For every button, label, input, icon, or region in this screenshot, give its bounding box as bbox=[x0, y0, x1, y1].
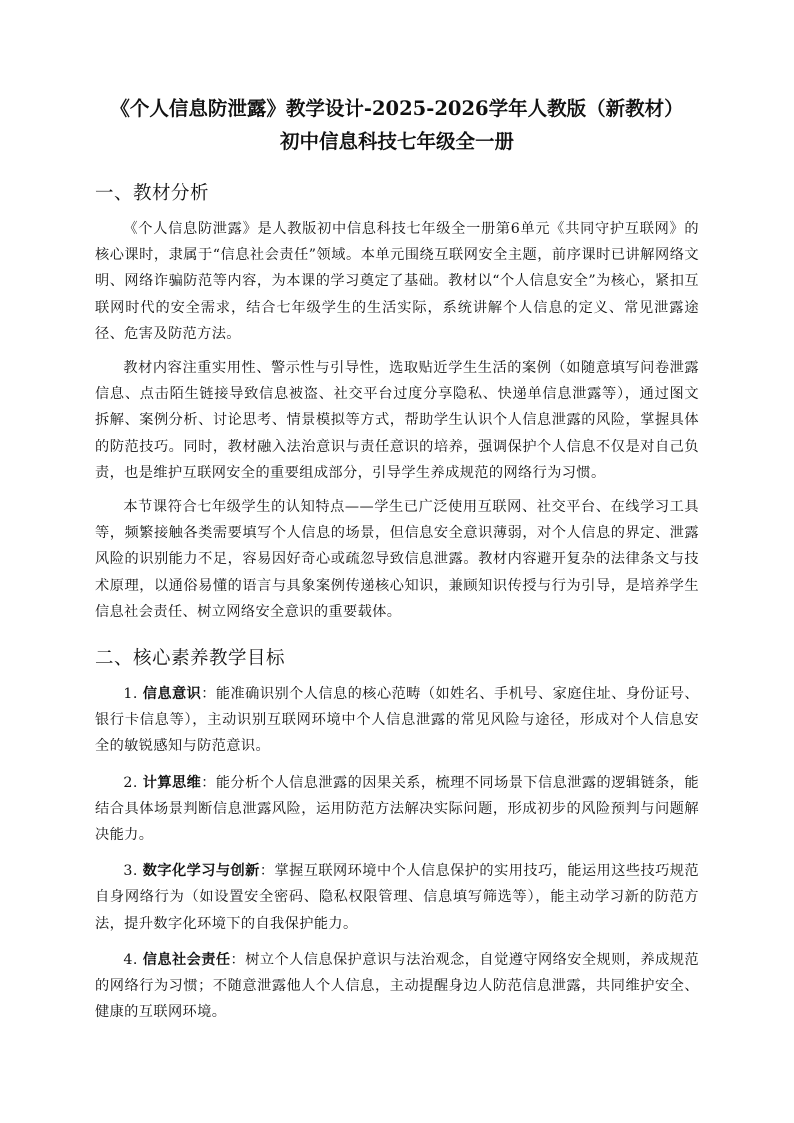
goal-number: 4. bbox=[123, 951, 138, 968]
goal-number: 3. bbox=[123, 863, 138, 880]
goal-text: 能分析个人信息泄露的因果关系，梳理不同场景下信息泄露的逻辑链条，能结合具体场景判断信息泄露风险，运用防范方法解决实际问题，形成初步的风险预判与问题解决能力。 bbox=[95, 774, 699, 844]
paragraph: 教材内容注重实用性、警示性与引导性，选取贴近学生生活的案例（如随意填写问卷泄露信息、点击陌生链接导致信息被盗、社交平台过度分享隐私、快递单信息泄露等），通过图文拆解、案例分析、讨论思考、情景模拟等方式，帮助学生认识个人信息泄露的风险，掌握具体的防范技巧。同时，教材融入法治意识与责任意识的培养，强调保护个人信息不仅是对自己负责，也是维护互联网安全的重要组成部分，引导学生养成规范的网络行为习惯。 bbox=[95, 360, 699, 481]
goal-term: 信息意识 bbox=[142, 686, 202, 703]
paragraph: 本节课符合七年级学生的认知特点——学生已广泛使用互联网、社交平台、在线学习工具等，频繁接触各类需要填写个人信息的场景，但信息安全意识薄弱，对个人信息的界定、泄露风险的识别能力不足，容易因好奇心或疏忽导致信息泄露。教材内容避开复杂的法律条文与技术原理，以通俗易懂的语言与具象案例传递核心知识，兼顾知识传授与行为引导，是培养学生信息社会责任、树立网络安全意识的重要载体。 bbox=[95, 499, 699, 620]
goal-item bbox=[95, 858, 699, 937]
section-body-textbook-analysis bbox=[95, 216, 699, 625]
goal-term: 数字化学习与创新 bbox=[142, 863, 260, 880]
goal-item bbox=[95, 947, 699, 1026]
title-line-2: 初中信息科技七年级全一册 bbox=[279, 130, 514, 153]
goal-separator: ： bbox=[259, 863, 275, 880]
title-line-1: 《个人信息防泄露》教学设计-2025-2026学年人教版（新教材） bbox=[110, 97, 684, 120]
goal-separator: ： bbox=[230, 951, 246, 968]
document-title bbox=[95, 92, 699, 158]
section-heading-teaching-goals: 二、核心素养教学目标 bbox=[95, 648, 286, 670]
goal-term: 信息社会责任 bbox=[142, 951, 231, 968]
paragraph: 《个人信息防泄露》是人教版初中信息科技七年级全一册第6单元《共同守护互联网》的核心课时，隶属于“信息社会责任”领域。本单元围绕互联网安全主题，前序课时已讲解网络文明、网络诈骗防范等内容，为本课的学习奠定了基础。教材以“个人信息安全”为核心，紧扣互联网时代的安全需求，结合七年级学生的生活实际，系统讲解个人信息的定义、常见泄露途径、危害及防范方法。 bbox=[95, 221, 699, 342]
goal-item bbox=[95, 681, 699, 760]
goal-separator: ： bbox=[201, 686, 216, 703]
goal-item bbox=[95, 770, 699, 849]
goal-separator: ： bbox=[201, 774, 216, 791]
goal-term: 计算思维 bbox=[142, 774, 202, 791]
goal-text: 掌握互联网环境中个人信息保护的实用技巧，能运用这些技巧规范自身网络行为（如设置安全密码、隐私权限管理、信息填写筛选等），能主动学习新的防范方法，提升数字化环境下的自我保护能力。 bbox=[95, 863, 699, 932]
section-heading-textbook-analysis: 一、教材分析 bbox=[95, 183, 210, 204]
goal-number: 2. bbox=[123, 774, 138, 791]
goal-number: 1. bbox=[123, 686, 138, 703]
goal-text: 能准确识别个人信息的核心范畴（如姓名、手机号、家庭住址、身份证号、银行卡信息等），主动识别互联网环境中个人信息泄露的常见风险与途径，形成对个人信息安全的敏锐感知与防范意识。 bbox=[95, 686, 699, 755]
goal-text: 树立个人信息保护意识与法治观念，自觉遵守网络安全规则，养成规范的网络行为习惯；不随意泄露他人个人信息，主动提醒身边人防范信息泄露，共同维护安全、健康的互联网环境。 bbox=[95, 951, 699, 1021]
goal-list bbox=[95, 681, 699, 1025]
